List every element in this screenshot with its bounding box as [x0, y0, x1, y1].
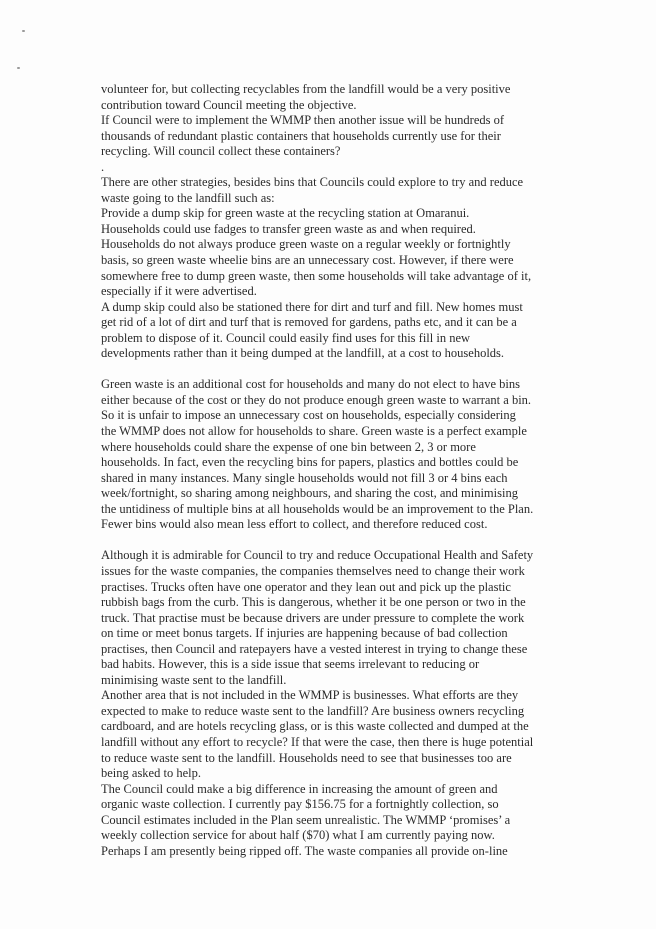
- text-line: Provide a dump skip for green waste at the recycling station at Omaranui.: [101, 206, 470, 221]
- text-line: cardboard, and are hotels recycling glass, or is this waste collected and dumped at the: [101, 719, 529, 734]
- text-line: truck. That practise must be because drivers are under pressure to complete the work: [101, 610, 525, 625]
- text-line: thousands of redundant plastic containers that households currently use for their: [101, 128, 501, 143]
- text-line: .: [101, 159, 105, 174]
- text-line: practises, then Council and ratepayers have a vested interest in trying to change these: [101, 641, 528, 656]
- text-line: Council estimates included in the Plan seem unrealistic. The WMMP ‘promises’ a: [101, 812, 511, 827]
- text-line: households. In fact, even the recycling bins for papers, plastics and bottles could be: [101, 455, 519, 470]
- text-line: landfill without any effort to recycle? If that were the case, then there is huge potential: [101, 734, 534, 749]
- text-line: Another area that is not included in the WMMP is businesses. What efforts are they: [101, 688, 519, 703]
- text-line: waste going to the landfill such as:: [101, 190, 275, 205]
- paragraph-gap: [101, 533, 571, 549]
- text-line: So it is unfair to impose an unnecessary cost on households, especially considering: [101, 408, 516, 423]
- text-line: weekly collection service for about half ($70) what I am currently paying now.: [101, 828, 495, 843]
- text-line: developments rather than it being dumped at the landfill, at a cost to households.: [101, 346, 505, 361]
- text-line: rubbish bags from the curb. This is dangerous, whether it be one person or two in the: [101, 595, 526, 610]
- text-line: Perhaps I am presently being ripped off. The waste companies all provide on-line: [101, 843, 508, 858]
- text-line: Households could use fadges to transfer green waste as and when required.: [101, 221, 476, 236]
- text-line: the WMMP does not allow for households to share. Green waste is a perfect example: [101, 424, 527, 439]
- text-line: basis, so green waste wheelie bins are an unnecessary cost. However, if there were: [101, 253, 514, 268]
- paragraph: [101, 548, 571, 859]
- paragraph: [101, 175, 571, 362]
- text-line: Fewer bins would also mean less effort to collect, and therefore reduced cost.: [101, 517, 488, 532]
- text-line: minimising waste sent to the landfill.: [101, 672, 287, 687]
- text-line: shared in many instances. Many single households would not fill 3 or 4 bins each: [101, 470, 508, 485]
- text-line: A dump skip could also be stationed there for dirt and turf and fill. New homes must: [101, 299, 523, 314]
- text-line: practises. Trucks often have one operator and they lean out and pick up the plastic: [101, 579, 511, 594]
- scan-speck: [22, 30, 25, 32]
- document-body: [101, 82, 571, 859]
- text-line: especially if it were advertised.: [101, 284, 257, 299]
- text-line: being asked to help.: [101, 766, 201, 781]
- text-line: expected to make to reduce waste sent to the landfill? Are business owners recycling: [101, 703, 525, 718]
- text-line: on time or meet bonus targets. If injuries are happening because of bad collection: [101, 626, 508, 641]
- text-line: bad habits. However, this is a side issue that seems irrelevant to reducing or: [101, 657, 480, 672]
- paragraph: [101, 377, 571, 532]
- text-line: recycling. Will council collect these containers?: [101, 144, 341, 159]
- text-line: the untidiness of multiple bins at all households would be an improvement to the Plan.: [101, 501, 534, 516]
- text-line: somewhere free to dump green waste, then some households will take advantage of it,: [101, 268, 532, 283]
- text-line: issues for the waste companies, the companies themselves need to change their work: [101, 563, 525, 578]
- text-line: There are other strategies, besides bins that Councils could explore to try and reduce: [101, 175, 524, 190]
- text-line: Households do not always produce green waste on a regular weekly or fortnightly: [101, 237, 511, 252]
- paragraph-gap: [101, 362, 571, 378]
- paragraph: [101, 82, 571, 175]
- text-line: either because of the cost or they do not produce enough green waste to warrant a bin.: [101, 392, 532, 407]
- text-line: The Council could make a big difference in increasing the amount of green and: [101, 781, 498, 796]
- text-line: contribution toward Council meeting the objective.: [101, 97, 357, 112]
- text-line: week/fortnight, so sharing among neighbours, and sharing the cost, and minimising: [101, 486, 518, 501]
- text-line: Although it is admirable for Council to try and reduce Occupational Health and Safety: [101, 548, 534, 563]
- text-line: Green waste is an additional cost for households and many do not elect to have bins: [101, 377, 520, 392]
- text-line: where households could share the expense of one bin between 2, 3 or more: [101, 439, 476, 454]
- text-line: get rid of a lot of dirt and turf that is removed for gardens, paths etc, and it can be a: [101, 315, 517, 330]
- text-line: volunteer for, but collecting recyclables from the landfill would be a very positive: [101, 82, 511, 96]
- text-line: problem to dispose of it. Council could easily find uses for this fill in new: [101, 330, 471, 345]
- scan-speck: [17, 67, 20, 69]
- text-line: If Council were to implement the WMMP then another issue will be hundreds of: [101, 113, 505, 128]
- text-line: to reduce waste sent to the landfill. Households need to see that businesses too are: [101, 750, 512, 765]
- text-line: organic waste collection. I currently pay $156.75 for a fortnightly collection, so: [101, 797, 499, 812]
